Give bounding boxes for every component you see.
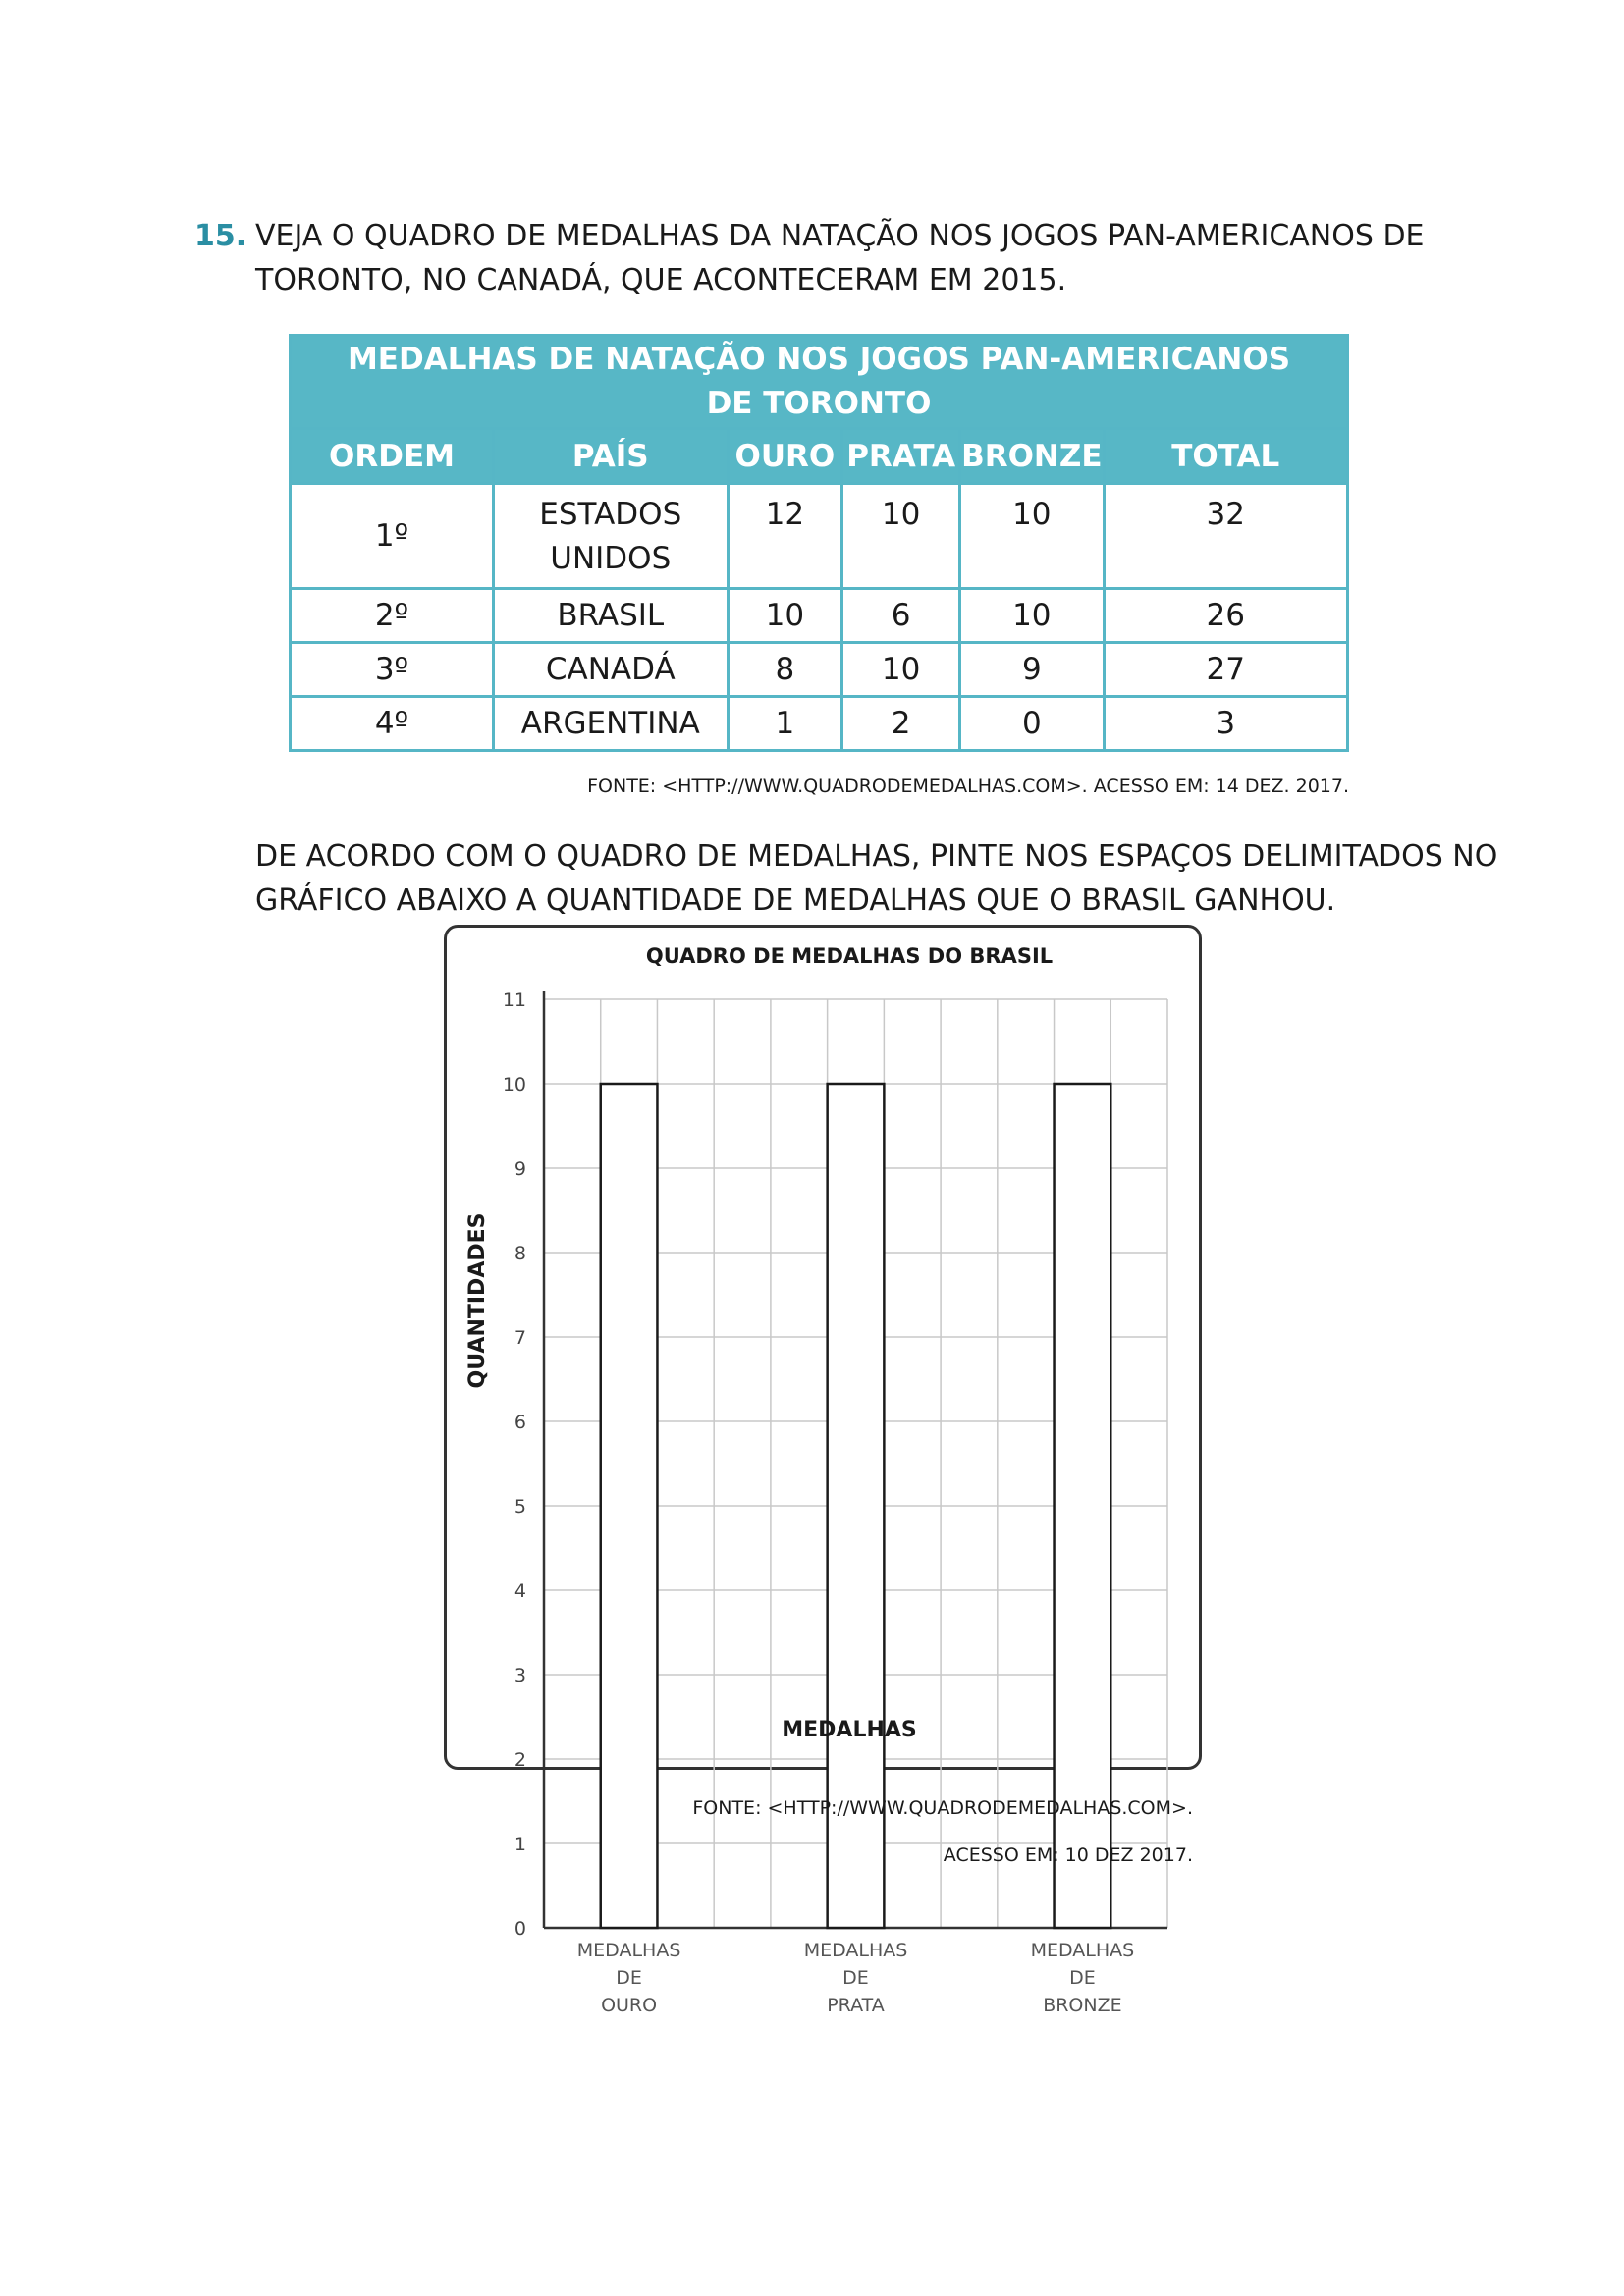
chart-title: QUADRO DE MEDALHAS DO BRASIL — [645, 944, 1054, 968]
y-tick-label: 0 — [514, 1918, 526, 1940]
y-tick-label: 9 — [514, 1158, 526, 1180]
y-tick-label: 5 — [514, 1496, 526, 1518]
cell-pais-line2: UNIDOS — [550, 541, 672, 576]
y-tick-label: 11 — [502, 989, 526, 1011]
x-axis-label: MEDALHAS — [782, 1718, 917, 1742]
table-title — [291, 336, 1348, 429]
cell-pais-line1: ESTADOS — [539, 497, 682, 532]
table-row — [291, 697, 1348, 751]
question-number: 15. — [194, 219, 247, 253]
y-tick-label: 8 — [514, 1243, 526, 1264]
header-pais: PAÍS — [493, 429, 728, 484]
question-text: VEJA O QUADRO DE MEDALHAS DA NATAÇÃO NOS JOGOS PAN-AMERICANOS DE TORONTO, NO CANADÁ, QUE ACONTECERAM EM 2015. — [255, 219, 1425, 297]
x-tick-label: DE — [1069, 1967, 1096, 1989]
header-bronze: BRONZE — [960, 429, 1104, 484]
cell-pais: CANADÁ — [493, 643, 728, 697]
chart-source — [550, 1785, 1193, 1879]
header-ouro: OURO — [728, 429, 842, 484]
y-tick-label: 7 — [514, 1327, 526, 1349]
x-tick-label: DE — [616, 1967, 642, 1989]
table-row — [291, 589, 1348, 643]
table-header-row — [291, 429, 1348, 484]
table-source: FONTE: <HTTP://WWW.QUADRODEMEDALHAS.COM>. ACESSO EM: 14 DEZ. 2017. — [587, 775, 1349, 797]
cell-pais — [493, 484, 728, 589]
x-tick-label: BRONZE — [1043, 1995, 1122, 2016]
y-tick-label: 10 — [502, 1074, 526, 1095]
header-total: TOTAL — [1104, 429, 1347, 484]
chart-source-line1: FONTE: <HTTP://WWW.QUADRODEMEDALHAS.COM>. — [692, 1797, 1193, 1819]
header-ordem: ORDEM — [291, 429, 494, 484]
table-row — [291, 643, 1348, 697]
cell-bronze: 10 — [960, 484, 1104, 589]
cell-prata: 2 — [842, 697, 960, 751]
x-tick-label: DE — [842, 1967, 869, 1989]
cell-bronze: 0 — [960, 697, 1104, 751]
table-title-line1: MEDALHAS DE NATAÇÃO NOS JOGOS PAN-AMERICANOS — [347, 342, 1291, 377]
y-axis-label: QUANTIDADES — [465, 1212, 490, 1389]
cell-ouro: 8 — [728, 643, 842, 697]
cell-pais: BRASIL — [493, 589, 728, 643]
x-tick-label: PRATA — [827, 1995, 885, 2016]
cell-bronze: 9 — [960, 643, 1104, 697]
y-tick-label: 4 — [514, 1580, 526, 1602]
cell-total: 27 — [1104, 643, 1347, 697]
chart-source-line2: ACESSO EM: 10 DEZ 2017. — [943, 1844, 1193, 1866]
cell-ordem: 4º — [291, 697, 494, 751]
y-tick-label: 2 — [514, 1749, 526, 1771]
instruction-text: DE ACORDO COM O QUADRO DE MEDALHAS, PINTE NOS ESPAÇOS DELIMITADOS NO GRÁFICO ABAIXO A QUANTIDADE DE MEDALHAS QUE O BRASIL GANHOU. — [255, 839, 1498, 918]
x-tick-label: OURO — [601, 1995, 658, 2016]
header-prata: PRATA — [842, 429, 960, 484]
medal-table — [289, 334, 1349, 752]
table-title-line2: DE TORONTO — [706, 386, 932, 421]
x-tick-label: MEDALHAS — [1030, 1940, 1135, 1961]
cell-bronze: 10 — [960, 589, 1104, 643]
cell-total: 32 — [1104, 484, 1347, 589]
cell-pais: ARGENTINA — [493, 697, 728, 751]
cell-total: 3 — [1104, 697, 1347, 751]
cell-ouro: 1 — [728, 697, 842, 751]
cell-ordem: 3º — [291, 643, 494, 697]
cell-prata: 6 — [842, 589, 960, 643]
cell-ouro: 12 — [728, 484, 842, 589]
table-row — [291, 484, 1348, 589]
cell-total: 26 — [1104, 589, 1347, 643]
y-tick-label: 1 — [514, 1834, 526, 1855]
x-tick-label: MEDALHAS — [803, 1940, 908, 1961]
cell-prata: 10 — [842, 643, 960, 697]
cell-ouro: 10 — [728, 589, 842, 643]
cell-ordem: 1º — [291, 484, 494, 589]
cell-prata: 10 — [842, 484, 960, 589]
y-tick-label: 3 — [514, 1665, 526, 1686]
y-tick-label: 6 — [514, 1412, 526, 1433]
x-tick-label: MEDALHAS — [576, 1940, 681, 1961]
cell-ordem: 2º — [291, 589, 494, 643]
